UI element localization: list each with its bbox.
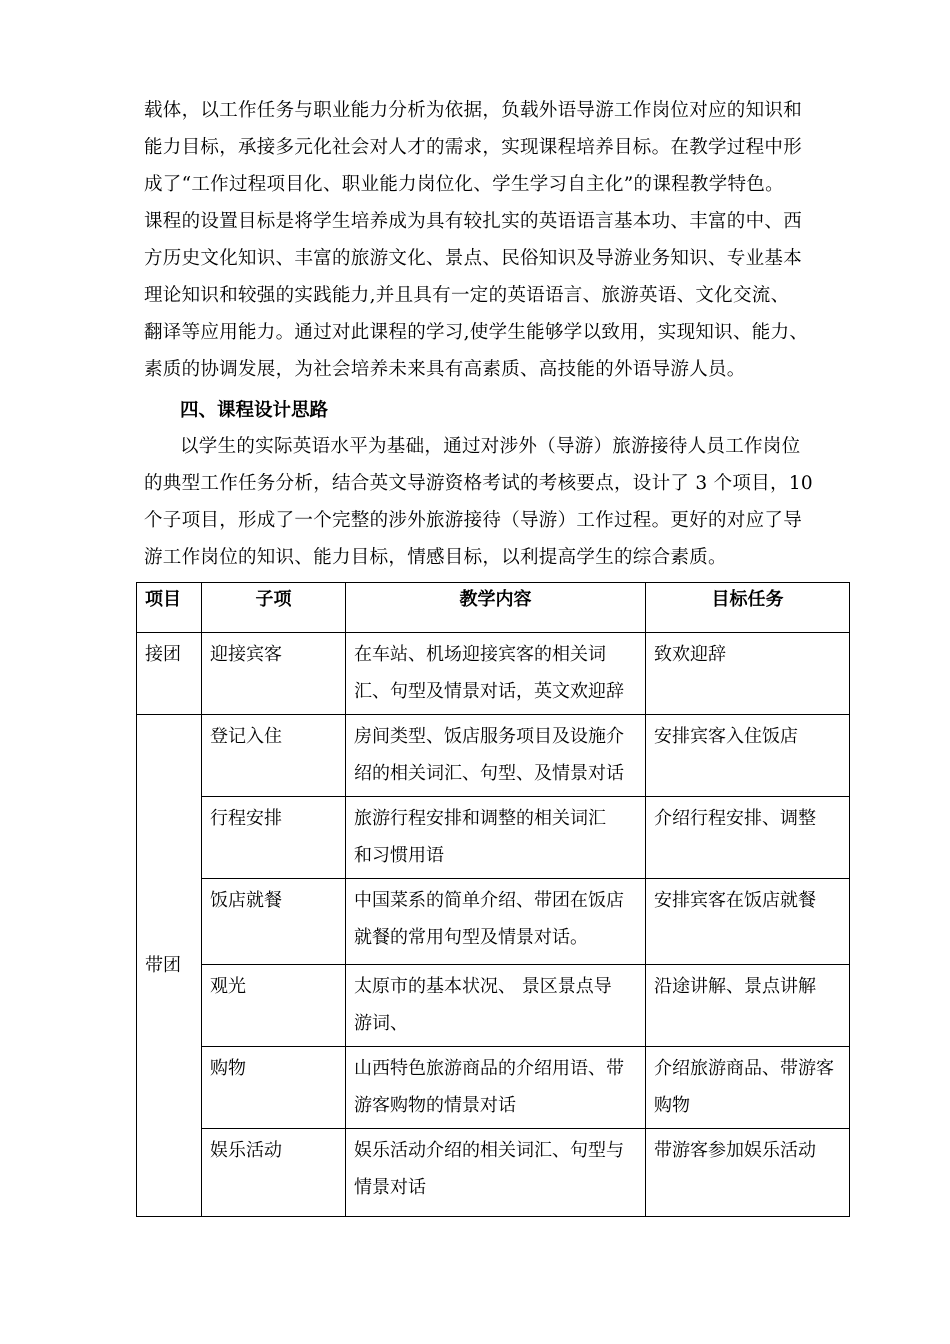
table-row — [137, 715, 850, 797]
content-cell — [346, 879, 646, 965]
cell-line: 山西特色旅游商品的介绍用语、带 — [354, 1058, 624, 1079]
text-line: 以学生的实际英语水平为基础，通过对涉外（导游）旅游接待人员工作岗位 — [180, 436, 801, 457]
goal-cell — [646, 797, 850, 879]
cell-line: 在车站、机场迎接宾客的相关词 — [354, 644, 606, 665]
column-header-project: 项目 — [137, 583, 202, 633]
cell-line: 情景对话 — [354, 1177, 426, 1198]
content-cell — [346, 797, 646, 879]
cell-line: 旅游行程安排和调整的相关词汇 — [354, 808, 606, 829]
course-design-table — [136, 582, 850, 1217]
project-cell: 带团 — [137, 715, 202, 1217]
text-line: 成了“工作过程项目化、职业能力岗位化、学生学习自主化”的课程教学特色。 — [144, 174, 784, 195]
table-row — [137, 1047, 850, 1129]
table-row — [137, 1129, 850, 1217]
subitem-cell: 迎接宾客 — [202, 633, 346, 715]
column-header-subitem: 子项 — [202, 583, 346, 633]
cell-line: 就餐的常用句型及情景对话。 — [354, 927, 588, 948]
goal-cell — [646, 633, 850, 715]
column-header-goal: 目标任务 — [646, 583, 850, 633]
goal-cell — [646, 1047, 850, 1129]
cell-line: 带游客参加娱乐活动 — [654, 1140, 816, 1161]
subitem-cell: 行程安排 — [202, 797, 346, 879]
section-heading: 四、课程设计思路 — [180, 400, 329, 421]
text-line: 理论知识和较强的实践能力,并且具有一定的英语语言、旅游英语、文化交流、 — [144, 285, 790, 306]
cell-line: 安排宾客入住饭店 — [654, 726, 798, 747]
goal-cell — [646, 715, 850, 797]
cell-line: 娱乐活动介绍的相关词汇、句型与 — [354, 1140, 624, 1161]
cell-line: 安排宾客在饭店就餐 — [654, 890, 816, 911]
text-line: 个子项目，形成了一个完整的涉外旅游接待（导游）工作过程。更好的对应了导 — [144, 510, 803, 531]
text-line: 能力目标，承接多元化社会对人才的需求，实现课程培养目标。在教学过程中形 — [144, 137, 803, 158]
subitem-cell: 娱乐活动 — [202, 1129, 346, 1217]
text-line: 的典型工作任务分析，结合英文导游资格考试的考核要点，设计了 3 个项目，10 — [144, 473, 813, 494]
content-cell — [346, 715, 646, 797]
table-row — [137, 633, 850, 715]
text-line: 游工作岗位的知识、能力目标，情感目标，以利提高学生的综合素质。 — [144, 547, 727, 568]
table-row — [137, 797, 850, 879]
goal-cell — [646, 1129, 850, 1217]
table-row — [137, 965, 850, 1047]
text-line: 素质的协调发展，为社会培养未来具有高素质、高技能的外语导游人员。 — [144, 359, 746, 380]
cell-line: 房间类型、饭店服务项目及设施介 — [354, 726, 624, 747]
text-line: 翻译等应用能力。通过对此课程的学习,使学生能够学以致用，实现知识、能力、 — [144, 322, 809, 343]
content-cell — [346, 965, 646, 1047]
cell-line: 中国菜系的简单介绍、带团在饭店 — [354, 890, 624, 911]
column-header-content: 教学内容 — [346, 583, 646, 633]
paragraph-course-goals — [144, 92, 824, 388]
text-line: 课程的设置目标是将学生培养成为具有较扎实的英语语言基本功、丰富的中、西 — [144, 211, 803, 232]
text-line: 方历史文化知识、丰富的旅游文化、景点、民俗知识及导游业务知识、专业基本 — [144, 248, 803, 269]
cell-line: 致欢迎辞 — [654, 644, 726, 665]
subitem-cell: 登记入住 — [202, 715, 346, 797]
subitem-cell: 购物 — [202, 1047, 346, 1129]
subitem-cell: 饭店就餐 — [202, 879, 346, 965]
goal-cell — [646, 879, 850, 965]
cell-line: 汇、句型及情景对话，英文欢迎辞 — [354, 681, 624, 702]
table-header-row — [137, 583, 850, 633]
paragraph-design-ideas — [144, 428, 824, 576]
cell-line: 游客购物的情景对话 — [354, 1095, 516, 1116]
goal-cell — [646, 965, 850, 1047]
cell-line: 和习惯用语 — [354, 845, 444, 866]
cell-line: 沿途讲解、景点讲解 — [654, 976, 816, 997]
cell-line: 太原市的基本状况、 景区景点导 — [354, 976, 612, 997]
text-line: 载体，以工作任务与职业能力分析为依据，负载外语导游工作岗位对应的知识和 — [144, 100, 803, 121]
content-cell — [346, 1129, 646, 1217]
table-row — [137, 879, 850, 965]
cell-line: 购物 — [654, 1095, 690, 1116]
cell-line: 游词、 — [354, 1013, 408, 1034]
cell-line: 介绍行程安排、调整 — [654, 808, 816, 829]
subitem-cell: 观光 — [202, 965, 346, 1047]
content-cell — [346, 1047, 646, 1129]
project-cell: 接团 — [137, 633, 202, 715]
cell-line: 绍的相关词汇、句型、及情景对话 — [354, 763, 624, 784]
cell-line: 介绍旅游商品、带游客 — [654, 1058, 834, 1079]
content-cell — [346, 633, 646, 715]
